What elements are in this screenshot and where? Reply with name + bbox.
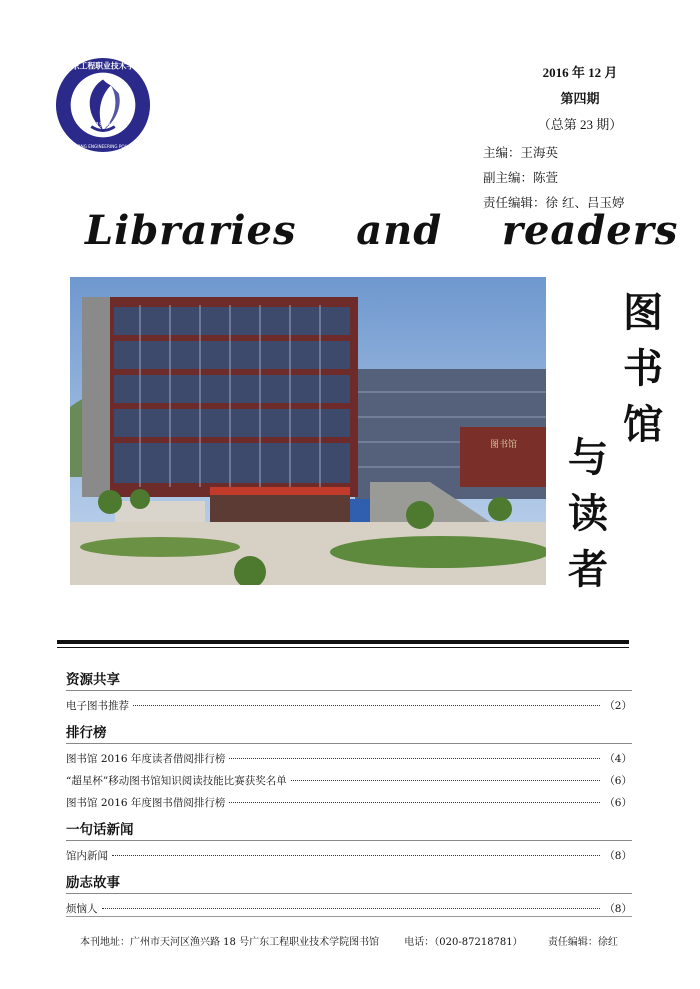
divider-thin xyxy=(57,647,629,648)
entry-title: 图书馆 2016 年度读者借阅排行榜 xyxy=(66,753,226,765)
toc-entry[interactable] xyxy=(66,845,632,867)
section-rule xyxy=(66,893,632,894)
library-building-photo xyxy=(70,277,546,585)
entry-page: （8） xyxy=(604,850,632,862)
entry-title: 馆内新闻 xyxy=(66,850,108,862)
issue-info xyxy=(520,60,640,138)
footer-editor: 责任编辑：徐红 xyxy=(547,937,618,948)
entry-page: （6） xyxy=(604,775,632,787)
entry-page: （8） xyxy=(604,903,632,915)
library-sign: 图书馆 xyxy=(490,440,518,450)
chinese-title-char: 馆 xyxy=(623,401,663,448)
entry-page: （4） xyxy=(604,753,632,765)
chief-editor: 主编：王海英 xyxy=(483,145,559,160)
chinese-title-char: 书 xyxy=(623,345,663,392)
toc-section xyxy=(66,723,632,814)
dot-leader xyxy=(112,855,600,856)
toc-section xyxy=(66,670,632,717)
toc-section xyxy=(66,820,632,867)
section-rule xyxy=(66,743,632,744)
logo-ring-text-bottom: GUANGDONG ENGINEERING POLYTECHNIC xyxy=(58,144,148,150)
entry-title: 图书馆 2016 年度图书借阅排行榜 xyxy=(66,797,226,809)
section-rule xyxy=(66,690,632,691)
entry-title: 烦恼人 xyxy=(66,903,98,915)
toc-entry[interactable] xyxy=(66,748,632,770)
entry-title: 电子图书推荐 xyxy=(66,700,129,712)
college-logo xyxy=(54,56,152,154)
divider-thick xyxy=(57,640,629,644)
chinese-title-char: 者 xyxy=(568,546,608,593)
dot-leader xyxy=(229,758,600,759)
dot-leader xyxy=(229,802,600,803)
footer-divider xyxy=(66,916,632,917)
english-title: Libraries and readers xyxy=(85,207,679,254)
section-heading: 一句话新闻 xyxy=(66,822,134,838)
footer-address: 本刊地址：广州市天河区渔兴路 18 号广东工程职业技术学院图书馆 xyxy=(80,937,380,948)
dot-leader xyxy=(291,780,601,781)
logo-ring-text-top: 广东工程职业技术学院 xyxy=(63,61,143,71)
issue-date: 2016 年 12 月 xyxy=(542,65,618,80)
editor-list xyxy=(483,140,624,215)
deputy-editor: 副主编：陈萱 xyxy=(483,170,559,185)
table-of-contents xyxy=(66,664,632,920)
logo-year: 1958 xyxy=(95,122,111,129)
chinese-title-char: 读 xyxy=(568,490,608,537)
section-heading: 资源共享 xyxy=(66,672,120,688)
dot-leader xyxy=(102,908,601,909)
issue-total: （总第 23 期） xyxy=(537,117,623,132)
chinese-title-char: 图 xyxy=(623,289,663,336)
issue-number: 第四期 xyxy=(560,91,600,106)
section-heading: 励志故事 xyxy=(66,875,120,891)
chinese-title-char: 与 xyxy=(568,434,608,481)
section-rule xyxy=(66,840,632,841)
entry-page: （6） xyxy=(604,797,632,809)
toc-entry[interactable] xyxy=(66,695,632,717)
entry-page: （2） xyxy=(604,700,632,712)
toc-section xyxy=(66,873,632,920)
section-heading: 排行榜 xyxy=(66,725,107,741)
dot-leader xyxy=(133,705,600,706)
footer xyxy=(80,933,640,948)
toc-entry[interactable] xyxy=(66,770,632,792)
toc-entry[interactable] xyxy=(66,792,632,814)
responsible-editor: 责任编辑：徐 红、吕玉婷 xyxy=(483,195,625,210)
chinese-title-column-1 xyxy=(618,285,668,453)
footer-phone: 电话：（020-87218781） xyxy=(404,937,523,948)
chinese-title-column-2 xyxy=(563,430,613,598)
entry-title: “超星杯”移动图书馆知识阅读技能比赛获奖名单 xyxy=(66,775,287,787)
